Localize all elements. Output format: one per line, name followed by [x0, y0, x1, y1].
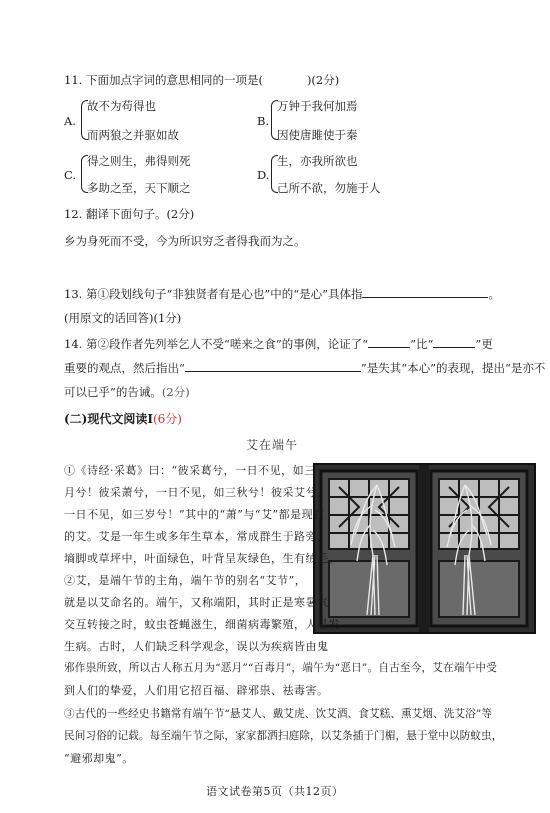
q11-option-c-line1 [87, 153, 191, 169]
q14-blank-2[interactable] [433, 336, 475, 348]
q11-option-d-letter: D. [257, 168, 270, 182]
q14-text-d: 重要的观点，然后指出“ [64, 361, 185, 375]
article-title: 艾在端午 [246, 438, 299, 452]
q13-line2: (用原文的话回答)(1分) [64, 311, 182, 325]
q11-option-d-text2: 己所不欲，勿施于人 [277, 181, 381, 195]
window-lattice-photo [313, 463, 536, 634]
q11-option-a-letter: A. [64, 114, 76, 128]
q11-option-d-text1: 生，亦我所欲也 [277, 154, 358, 168]
q11-option-b-text1: 万钟于我何加焉 [277, 99, 358, 113]
section2-score: (6分) [152, 412, 182, 426]
q13-end: 。 [488, 287, 500, 301]
article-line-11: 到人们的挚爱，人们用它招百福、辟邪祟、祛毒害。 [64, 684, 329, 697]
article-line-7: 就是以艾命名的。端午，又称端阳，其时正是寒暑气 [64, 596, 329, 609]
q14-text-b: ”比“ [410, 337, 434, 351]
q11-option-a-line2 [87, 127, 179, 143]
q11-option-d-line2 [277, 180, 381, 196]
q11-option-a-text2: 而两狼之并驱如故 [87, 128, 179, 142]
q11-option-c-text2: 多助之至，天下顺之 [87, 181, 191, 195]
q14-blank-1[interactable] [368, 336, 410, 348]
q11-stem [64, 72, 339, 88]
q12-sentence: 乡为身死而不受，今为所识穷乏者得我而为之。 [64, 234, 306, 248]
page-footer: 语文试卷第5页（共12页） [206, 785, 344, 798]
q11-option-b-text2: 因使唐雎使于秦 [277, 128, 358, 142]
q14-text-a: 14. 第②段作者先列举乞人不受“嗟来之食”的事例，论证了“ [64, 337, 369, 351]
article-line-5: 墒脚或草坪中，叶面绿色，叶背呈灰绿色，生有绒毛。 [64, 552, 340, 565]
article-line-4: 的艾。艾是一年生或多年生草本，常成群生于路旁、 [64, 530, 329, 543]
article-line-6: ②艾，是端午节的主角，端午节的别名“艾节”， [64, 574, 307, 587]
q11-option-b-letter: B. [257, 114, 270, 128]
q14-text-f: 可以已乎”的告诫。 [64, 385, 162, 399]
q14-line2 [64, 360, 545, 376]
q14-blank-3[interactable] [185, 360, 361, 372]
mugwort-door-illustration [315, 465, 534, 632]
q14-line1 [64, 336, 493, 352]
q11-option-c-text1: 得之则生，弗得则死 [87, 154, 191, 168]
article-line-9: 生病。古时，人们缺乏科学观念，误以为疾病皆由鬼 [64, 640, 329, 653]
article-line-1: ①《诗经·采葛》曰：“彼采葛兮，一日不见，如三 [64, 464, 316, 477]
q11-option-b-line1 [277, 98, 358, 114]
section2-label: (二)现代文阅读Ⅰ [64, 412, 153, 426]
q13-line1 [64, 286, 500, 302]
q12-stem: 12. 翻译下面句子。(2分) [64, 207, 195, 221]
q14-line3 [64, 384, 190, 400]
q11-option-a-line1 [87, 98, 156, 114]
q11-option-c-line2 [87, 180, 191, 196]
q14-score: (2分) [161, 385, 190, 399]
q11-option-d-line1 [277, 153, 358, 169]
article-line-13: 民间习俗的记载。每至端午节之际，家家都洒扫庭除，以艾条插于门楣，悬于堂中以防蚊虫， [64, 730, 503, 742]
q11-stem-text: 11. 下面加点字词的意思相同的一项是( [64, 73, 263, 87]
q13-answer-blank[interactable] [362, 286, 488, 298]
q14-text-e: ”是失其“本心”的表现，提出“是亦不 [360, 361, 546, 375]
article-line-12: ③古代的一些经史书籍常有端午节“悬艾人、戴艾虎、饮艾酒、食艾糕、熏艾烟、洗艾浴”等 [64, 708, 493, 720]
q14-text-c: ”更 [475, 337, 493, 351]
q11-option-c-letter: C. [64, 168, 77, 182]
q11-stem-score: )(2分) [306, 73, 340, 87]
article-line-14: “避邪却鬼”。 [64, 752, 134, 765]
section2-heading [64, 410, 182, 427]
article-line-10: 邪作祟所致，所以古人称五月为“恶月”“百毒月”，端午为“恶日”。自古至今，艾在端午中受 [64, 662, 498, 674]
q13-text: 13. 第①段划线句子“非独贤者有是心也”中的“是心”具体指 [64, 287, 363, 301]
q11-option-b-line2 [277, 127, 358, 143]
article-line-3: 一日不见，如三岁兮！”其中的“萧”与“艾”都是现在 [64, 508, 325, 521]
article-line-8: 交互转接之时，蚊虫苍蝇滋生，细菌病毒繁殖，人易发 [64, 618, 340, 631]
article-line-2: 月兮！彼采萧兮，一日不见，如三秋兮！彼采艾兮， [64, 486, 329, 499]
q11-option-a-text1: 故不为苟得也 [87, 99, 156, 113]
